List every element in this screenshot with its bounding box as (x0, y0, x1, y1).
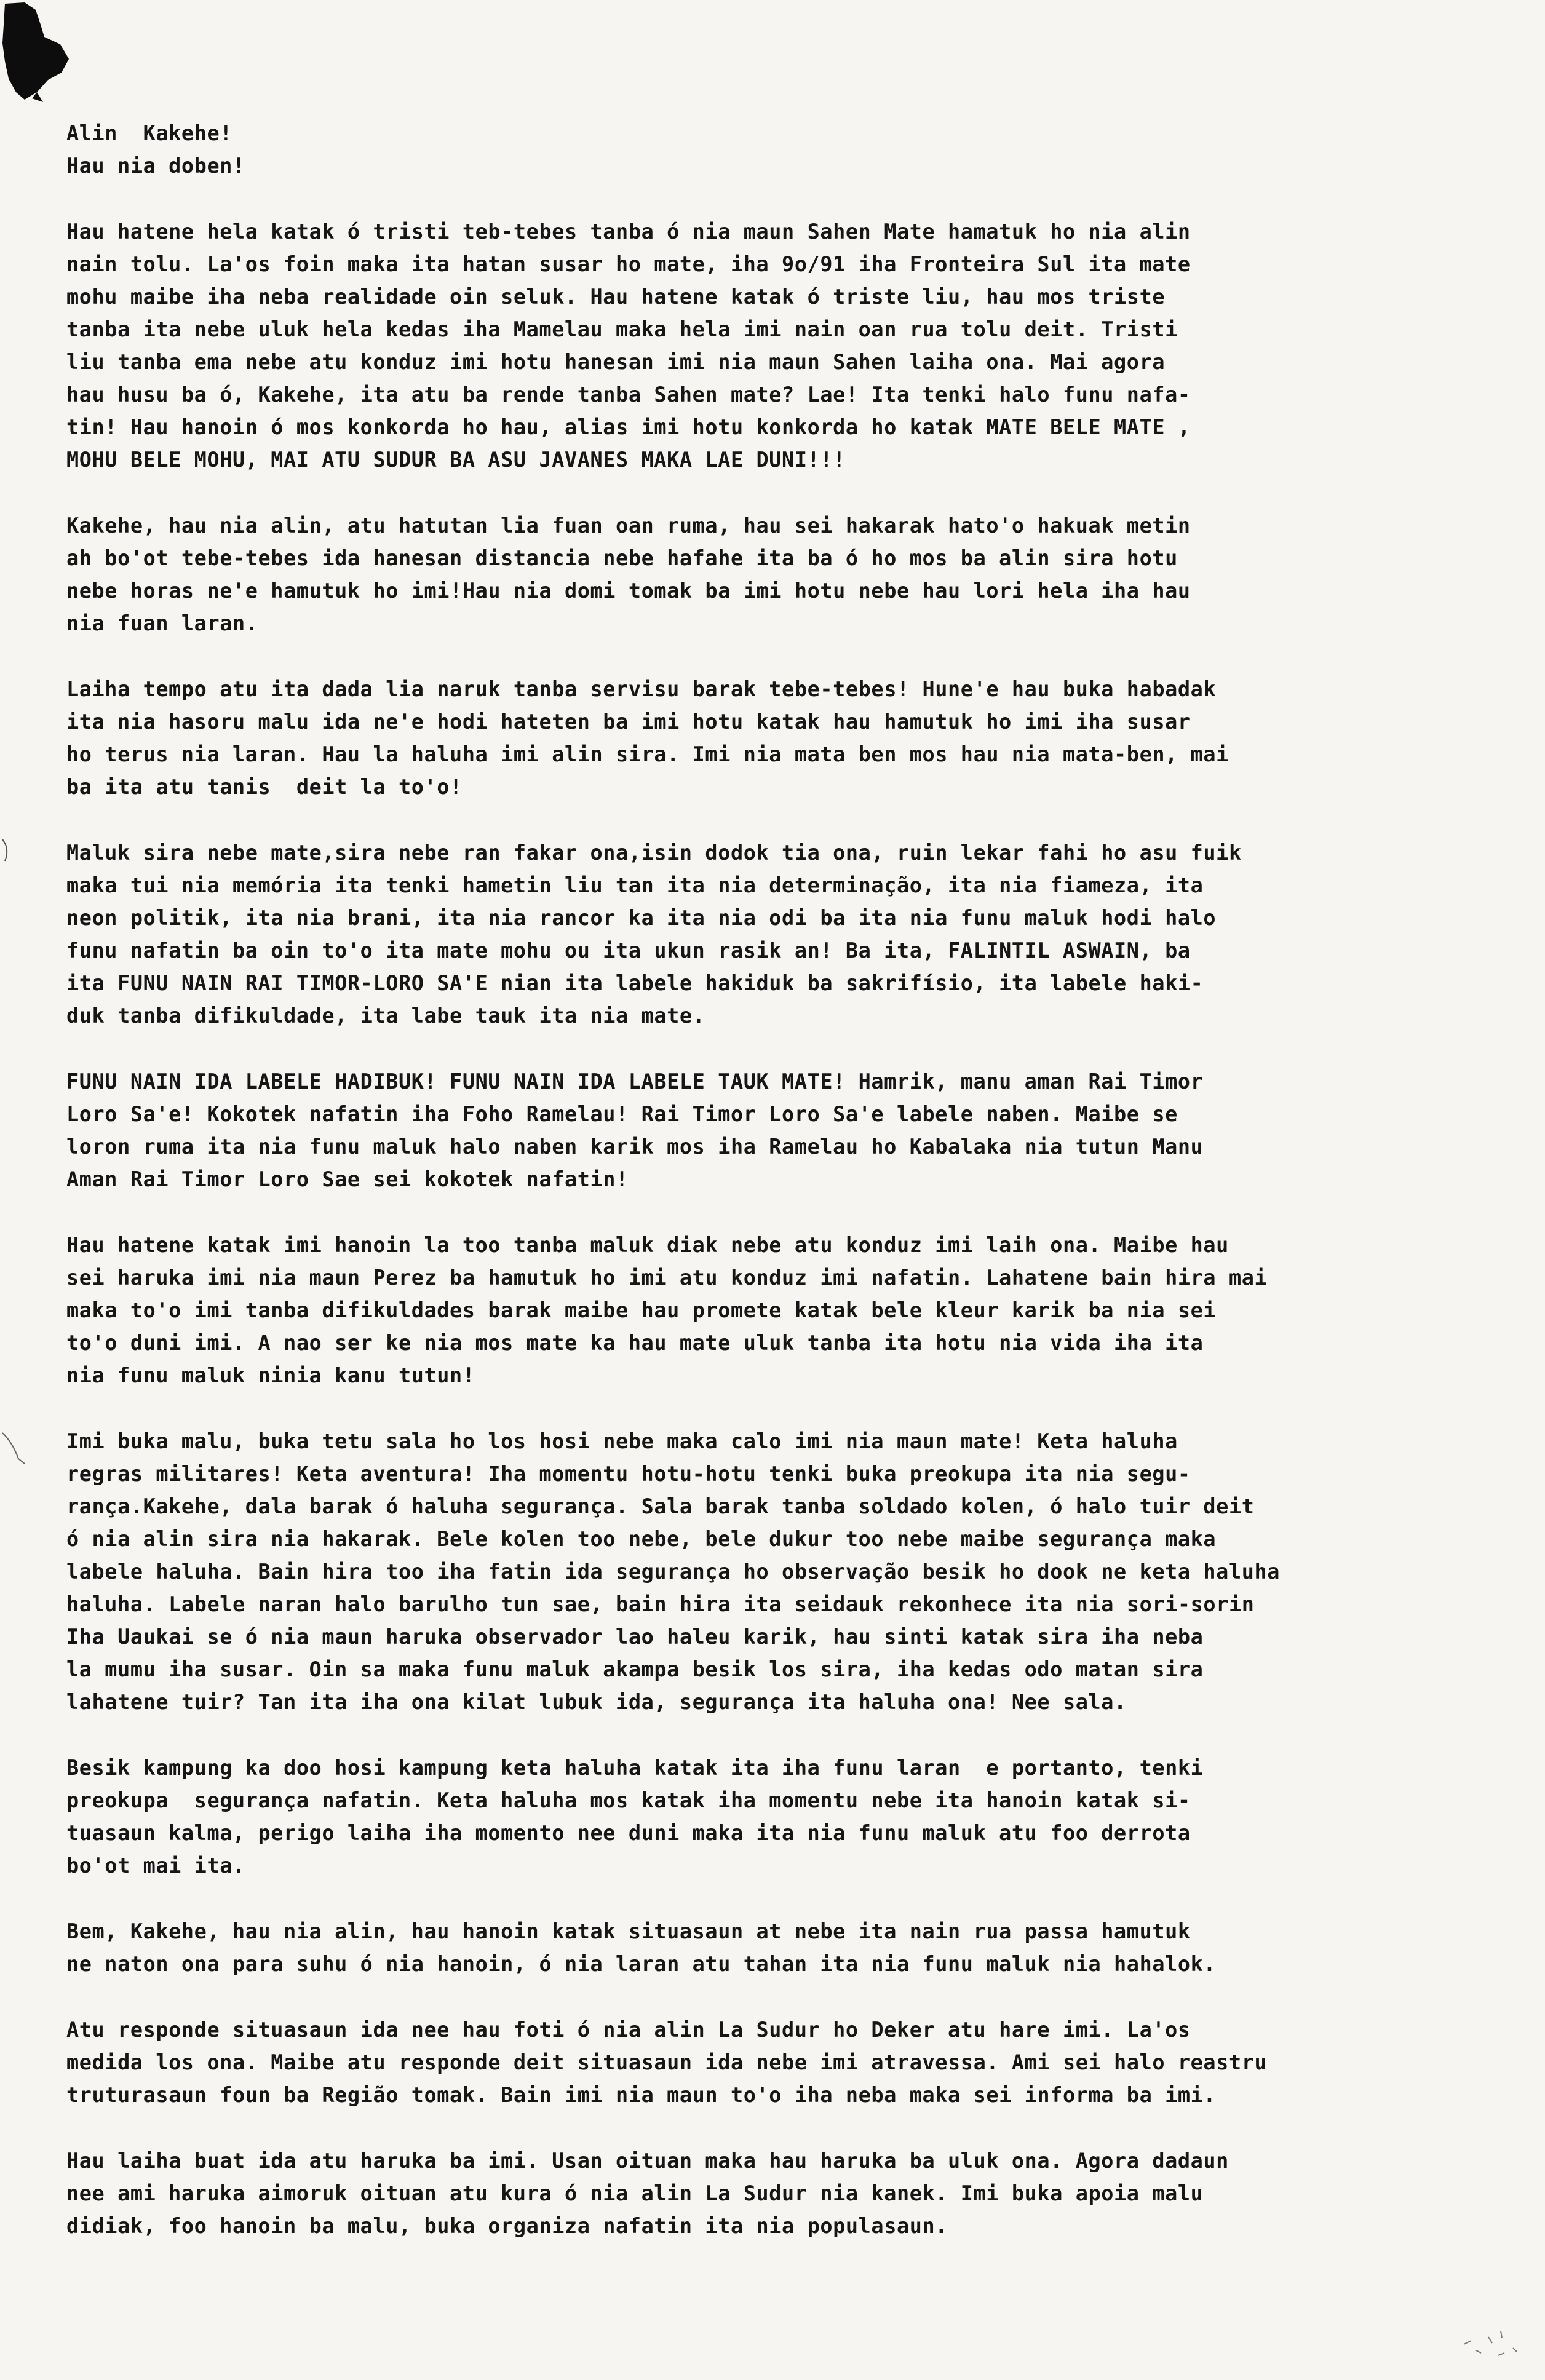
paragraph-line: maka to'o imi tanba difikuldades barak maibe hau promete katak bele kleur karik ba nia sei (66, 1298, 1217, 1322)
paragraph (66, 673, 1499, 803)
paragraph-line: Atu responde situasaun ida nee hau foti ó nia alin La Sudur ho Deker atu hare imi. La'os (66, 2018, 1191, 2042)
paragraph-line: MOHU BELE MOHU, MAI ATU SUDUR BA ASU JAVANES MAKA LAE DUNI!!! (66, 448, 846, 472)
paragraph-line: hau husu ba ó, Kakehe, ita atu ba rende tanba Sahen mate? Lae! Ita tenki halo funu nafa- (66, 383, 1191, 407)
letter-body (66, 117, 1499, 2242)
paragraph-line: loron ruma ita nia funu maluk halo naben karik mos iha Ramelau ho Kabalaka nia tutun Manu (66, 1135, 1204, 1159)
paragraph-line: liu tanba ema nebe atu konduz imi hotu hanesan imi nia maun Sahen laiha ona. Mai agora (66, 350, 1166, 374)
paragraph-line: ah bo'ot tebe-tebes ida hanesan distancia nebe hafahe ita ba ó ho mos ba alin sira hotu (66, 546, 1178, 570)
paragraph-line: regras militares! Keta aventura! Iha momentu hotu-hotu tenki buka preokupa ita nia segu- (66, 1462, 1191, 1486)
paragraph (66, 1229, 1499, 1392)
paragraph-line: Hau hatene katak imi hanoin la too tanba maluk diak nebe atu konduz imi laih ona. Maibe hau (66, 1233, 1229, 1257)
paragraph-line: maka tui nia memória ita tenki hametin liu tan ita nia determinação, ita nia fiameza, ita (66, 873, 1204, 897)
paragraph (66, 1065, 1499, 1196)
paragraph-line: rança.Kakehe, dala barak ó haluha segurança. Sala barak tanba soldado kolen, ó halo tuir deit (66, 1494, 1255, 1518)
paragraph-line: medida los ona. Maibe atu responde deit situasaun ida nebe imi atravessa. Ami sei halo reastru (66, 2050, 1268, 2074)
paragraph (66, 215, 1499, 476)
paragraph-line: labele haluha. Bain hira too iha fatin ida segurança ho observação besik ho dook ne keta haluha (66, 1560, 1281, 1584)
paragraph-line: Besik kampung ka doo hosi kampung keta haluha katak ita iha funu laran e portanto, tenki (66, 1756, 1204, 1780)
paragraph-line: Hau laiha buat ida atu haruka ba imi. Usan oituan maka hau haruka ba uluk ona. Agora dadaun (66, 2149, 1229, 2173)
paragraph-line: nia fuan laran. (66, 611, 258, 635)
paragraph (66, 1425, 1499, 1718)
greeting (66, 117, 1499, 182)
paragraph-line: Laiha tempo atu ita dada lia naruk tanba servisu barak tebe-tebes! Hune'e hau buka habadak (66, 677, 1217, 701)
ink-blot-mark (0, 0, 86, 105)
paragraph (66, 1915, 1499, 1980)
paragraph-line: nain tolu. La'os foin maka ita hatan susar ho mate, iha 9o/91 iha Fronteira Sul ita mate (66, 252, 1191, 276)
paragraph-line: ita FUNU NAIN RAI TIMOR-LORO SA'E nian ita labele hakiduk ba sakrifísio, ita labele haki- (66, 971, 1204, 995)
paragraph-line: Imi buka malu, buka tetu sala ho los hosi nebe maka calo imi nia maun mate! Keta haluha (66, 1429, 1178, 1453)
paragraph-line: Kakehe, hau nia alin, atu hatutan lia fuan oan ruma, hau sei hakarak hato'o hakuak metin (66, 514, 1191, 537)
paragraph-line: lahatene tuir? Tan ita iha ona kilat lubuk ida, segurança ita haluha ona! Nee sala. (66, 1690, 1127, 1714)
paragraph (66, 2013, 1499, 2111)
paragraph-line: Bem, Kakehe, hau nia alin, hau hanoin katak situasaun at nebe ita nain rua passa hamutuk (66, 1919, 1191, 1943)
paragraph-line: ne naton ona para suhu ó nia hanoin, ó nia laran atu tahan ita nia funu maluk nia hahalok. (66, 1952, 1217, 1976)
paragraph-line: bo'ot mai ita. (66, 1854, 245, 1878)
paragraph-line: Hau hatene hela katak ó tristi teb-tebes tanba ó nia maun Sahen Mate hamatuk ho nia alin (66, 220, 1191, 244)
paragraph (66, 509, 1499, 640)
paragraph-line: tanba ita nebe uluk hela kedas iha Mamelau maka hela imi nain oan rua tolu deit. Tristi (66, 317, 1178, 341)
paragraph-line: FUNU NAIN IDA LABELE HADIBUK! FUNU NAIN IDA LABELE TAUK MATE! Hamrik, manu aman Rai Timor (66, 1069, 1204, 1093)
paragraph-line: nebe horas ne'e hamutuk ho imi!Hau nia domi tomak ba imi hotu nebe hau lori hela iha hau (66, 579, 1191, 603)
paragraph-line: Aman Rai Timor Loro Sae sei kokotek nafatin! (66, 1167, 629, 1191)
paragraph-line: duk tanba difikuldade, ita labe tauk ita nia mate. (66, 1004, 705, 1028)
paragraph-line: nia funu maluk ninia kanu tutun! (66, 1363, 475, 1387)
paragraph (66, 1751, 1499, 1882)
paragraph-line: funu nafatin ba oin to'o ita mate mohu ou ita ukun rasik an! Ba ita, FALINTIL ASWAIN, ba (66, 938, 1191, 962)
paragraph-line: ita nia hasoru malu ida ne'e hodi hateten ba imi hotu katak hau hamutuk ho imi iha susar (66, 710, 1191, 734)
greeting-line: Alin Kakehe! (66, 121, 232, 145)
paragraph-line: truturasaun foun ba Região tomak. Bain imi nia maun to'o iha neba maka sei informa ba imi. (66, 2083, 1217, 2107)
paragraph-line: mohu maibe iha neba realidade oin seluk. Hau hatene katak ó triste liu, hau mos triste (66, 285, 1166, 309)
paragraph-line: sei haruka imi nia maun Perez ba hamutuk ho imi atu konduz imi nafatin. Lahatene bain hira mai (66, 1266, 1268, 1290)
paragraph-line: tin! Hau hanoin ó mos konkorda ho hau, alias imi hotu konkorda ho katak MATE BELE MATE , (66, 415, 1191, 439)
paragraph-line: la mumu iha susar. Oin sa maka funu maluk akampa besik los sira, iha kedas odo matan sira (66, 1657, 1204, 1681)
paragraph-line: ho terus nia laran. Hau la haluha imi alin sira. Imi nia mata ben mos hau nia mata-ben, mai (66, 742, 1229, 766)
paragraph-line: haluha. Labele naran halo barulho tun sae, bain hira ita seidauk rekonhece ita nia sori-sorin (66, 1592, 1255, 1616)
greeting-line: Hau nia doben! (66, 154, 245, 178)
paragraph-line: ó nia alin sira nia hakarak. Bele kolen too nebe, bele dukur too nebe maibe segurança maka (66, 1527, 1217, 1551)
paragraph-line: tuasaun kalma, perigo laiha iha momento nee duni maka ita nia funu maluk atu foo derrota (66, 1821, 1191, 1845)
paragraph-line: Iha Uaukai se ó nia maun haruka observador lao haleu karik, hau sinti katak sira iha neba (66, 1625, 1204, 1649)
paragraph-line: neon politik, ita nia brani, ita nia rancor ka ita nia odi ba ita nia funu maluk hodi halo (66, 906, 1217, 930)
paragraph-line: didiak, foo hanoin ba malu, buka organiza nafatin ita nia populasaun. (66, 2214, 948, 2238)
paragraph (66, 836, 1499, 1032)
paragraph-line: to'o duni imi. A nao ser ke nia mos mate ka hau mate uluk tanba ita hotu nia vida iha ita (66, 1331, 1204, 1355)
paragraph-line: ba ita atu tanis deit la to'o! (66, 775, 463, 799)
paragraph-line: nee ami haruka aimoruk oituan atu kura ó nia alin La Sudur nia kanek. Imi buka apoia malu (66, 2181, 1204, 2205)
paragraph (66, 2144, 1499, 2242)
paragraph-line: Loro Sa'e! Kokotek nafatin iha Foho Ramelau! Rai Timor Loro Sa'e labele naben. Maibe se (66, 1102, 1178, 1126)
paragraph-line: Maluk sira nebe mate,sira nebe ran fakar ona,isin dodok tia ona, ruin lekar fahi ho asu fuik (66, 841, 1242, 865)
paragraph-line: preokupa segurança nafatin. Keta haluha mos katak iha momentu nebe ita hanoin katak si- (66, 1788, 1191, 1812)
